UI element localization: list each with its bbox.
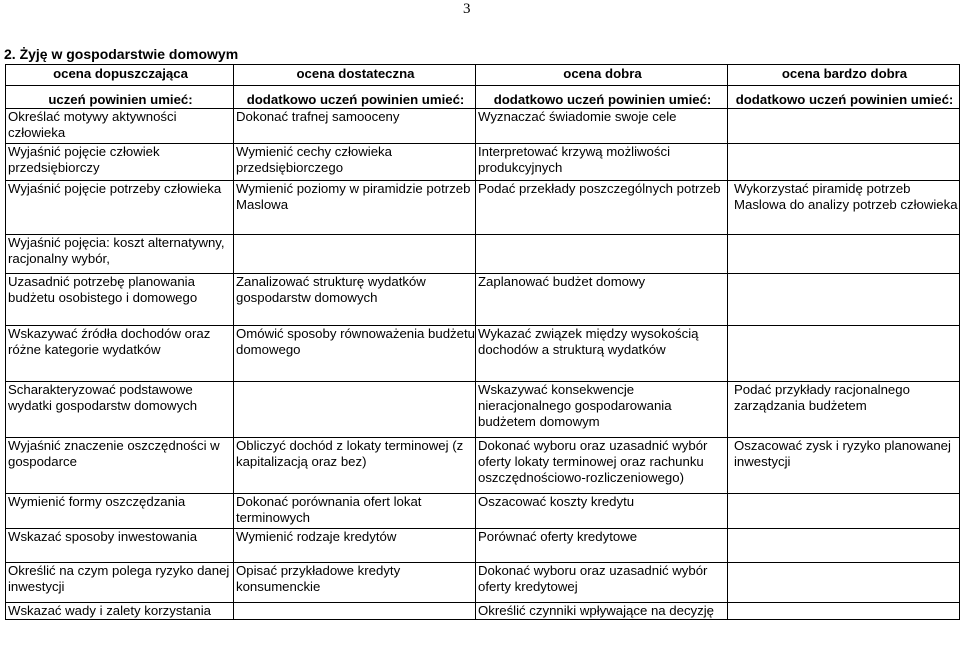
table-cell <box>234 603 476 620</box>
table-cell: Wyjaśnić pojęcie potrzeby człowieka <box>6 181 234 235</box>
table-cell: Uzasadnić potrzebę planowania budżetu osobistego i domowego <box>6 274 234 326</box>
table-cell: Dokonać wyboru oraz uzasadnić wybór oferty kredytowej <box>476 563 728 603</box>
table-row <box>6 274 960 326</box>
table-row <box>6 235 960 274</box>
table-cell <box>234 382 476 438</box>
table-cell: Porównać oferty kredytowe <box>476 529 728 563</box>
requirement-header-row <box>6 86 960 109</box>
table-cell <box>728 563 960 603</box>
table-cell: Dokonać wyboru oraz uzasadnić wybór oferty lokaty terminowej oraz rachunku oszczędnościowo-rozliczeniowego) <box>476 438 728 494</box>
table-cell: Określać motywy aktywności człowieka <box>6 109 234 144</box>
table-row <box>6 109 960 144</box>
table-row <box>6 563 960 603</box>
table-cell <box>728 109 960 144</box>
table-cell: Zanalizować strukturę wydatków gospodarstw domowych <box>234 274 476 326</box>
table-cell <box>728 494 960 529</box>
table-row <box>6 382 960 438</box>
grade-header: ocena dostateczna <box>234 65 476 86</box>
table-cell: Wykorzystać piramidę potrzeb Maslowa do analizy potrzeb człowieka <box>728 181 960 235</box>
requirement-header: dodatkowo uczeń powinien umieć: <box>728 86 960 109</box>
section-title: 2. Żyję w gospodarstwie domowym <box>4 46 239 62</box>
table-cell: Wymienić cechy człowieka przedsiębiorczego <box>234 144 476 181</box>
table-cell <box>728 529 960 563</box>
table-cell: Określić czynniki wpływające na decyzję <box>476 603 728 620</box>
table-row <box>6 144 960 181</box>
table-cell: Wskazywać konsekwencje nieracjonalnego gospodarowania budżetem domowym <box>476 382 728 438</box>
table-cell: Zaplanować budżet domowy <box>476 274 728 326</box>
table-cell: Wymienić rodzaje kredytów <box>234 529 476 563</box>
grade-header-row <box>6 65 960 86</box>
table-cell <box>234 235 476 274</box>
table-cell: Wskazać wady i zalety korzystania <box>6 603 234 620</box>
table-cell: Określić na czym polega ryzyko danej inwestycji <box>6 563 234 603</box>
table-cell <box>728 235 960 274</box>
table-cell: Omówić sposoby równoważenia budżetu domowego <box>234 326 476 382</box>
table-row <box>6 529 960 563</box>
table-cell: Scharakteryzować podstawowe wydatki gospodarstw domowych <box>6 382 234 438</box>
table-row <box>6 326 960 382</box>
table-cell: Wyjaśnić pojęcie człowiek przedsiębiorczy <box>6 144 234 181</box>
table-cell: Wyznaczać świadomie swoje cele <box>476 109 728 144</box>
table-cell: Interpretować krzywą możliwości produkcyjnych <box>476 144 728 181</box>
grade-header: ocena bardzo dobra <box>728 65 960 86</box>
grade-header: ocena dobra <box>476 65 728 86</box>
table-cell: Wymienić formy oszczędzania <box>6 494 234 529</box>
requirement-header: uczeń powinien umieć: <box>6 86 234 109</box>
table-row <box>6 603 960 620</box>
requirement-header: dodatkowo uczeń powinien umieć: <box>476 86 728 109</box>
table-cell: Wskazać sposoby inwestowania <box>6 529 234 563</box>
table-cell: Oszacować zysk i ryzyko planowanej inwestycji <box>728 438 960 494</box>
table-cell <box>728 274 960 326</box>
page-number: 3 <box>463 1 471 17</box>
table-cell: Podać przykłady racjonalnego zarządzania budżetem <box>728 382 960 438</box>
table-cell: Wymienić poziomy w piramidzie potrzeb Maslowa <box>234 181 476 235</box>
requirements-table <box>5 64 960 620</box>
table-cell <box>728 603 960 620</box>
table-cell: Wykazać związek między wysokością dochodów a strukturą wydatków <box>476 326 728 382</box>
table-row <box>6 494 960 529</box>
table-cell: Opisać przykładowe kredyty konsumenckie <box>234 563 476 603</box>
table-cell: Oszacować koszty kredytu <box>476 494 728 529</box>
table-cell: Wyjaśnić znaczenie oszczędności w gospodarce <box>6 438 234 494</box>
table-cell: Wyjaśnić pojęcia: koszt alternatywny, racjonalny wybór, <box>6 235 234 274</box>
table-cell: Podać przekłady poszczególnych potrzeb <box>476 181 728 235</box>
table-cell <box>728 144 960 181</box>
table-cell <box>728 326 960 382</box>
table-cell: Dokonać trafnej samooceny <box>234 109 476 144</box>
table-row <box>6 181 960 235</box>
table-cell: Wskazywać źródła dochodów oraz różne kategorie wydatków <box>6 326 234 382</box>
requirement-header: dodatkowo uczeń powinien umieć: <box>234 86 476 109</box>
grade-header: ocena dopuszczająca <box>6 65 234 86</box>
table-cell: Obliczyć dochód z lokaty terminowej (z kapitalizacją oraz bez) <box>234 438 476 494</box>
table-cell <box>476 235 728 274</box>
table-cell: Dokonać porównania ofert lokat terminowych <box>234 494 476 529</box>
table-row <box>6 438 960 494</box>
